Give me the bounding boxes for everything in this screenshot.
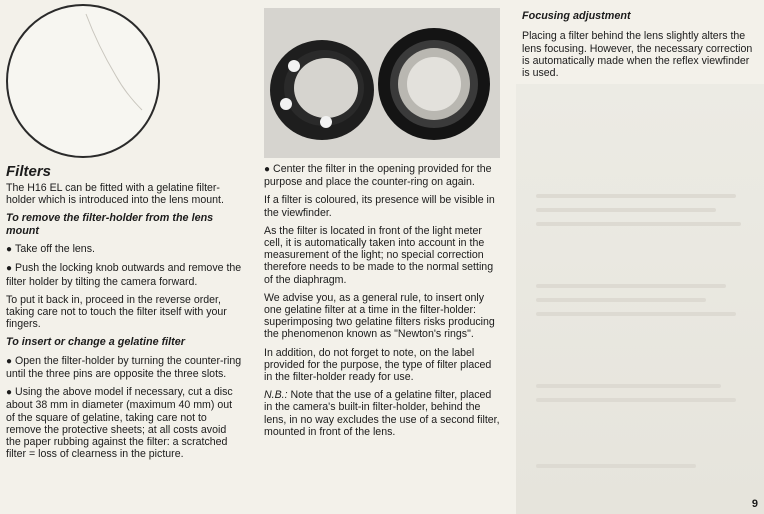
light-meter-text: As the filter is located in front of the light meter cell, it is automatically taken into account in the measurement of the light; no special correction therefore needs to be made to the normal setting of the diaphragm. <box>264 224 494 286</box>
focusing-column <box>522 10 758 85</box>
nb-label: N.B.: <box>264 389 288 402</box>
put-back-text: To put it back in, proceed in the reverse order, taking care not to touch the filter itself with your fingers. <box>6 293 227 331</box>
filters-intro: The H16 EL can be fitted with a gelatine filter-holder which is introduced into the lens mount. <box>6 182 224 207</box>
remove-step-2: ● Push the locking knob outwards and remove the filter holder by tilting the camera forward. <box>6 262 242 287</box>
remove-heading: To remove the filter-holder from the lens mount <box>6 212 214 237</box>
focusing-heading: Focusing adjustment <box>522 10 631 22</box>
nb-paragraph <box>264 389 500 438</box>
bleed-through-area <box>516 84 764 514</box>
coloured-filter-text: If a filter is coloured, its presence will be visible in the viewfinder. <box>264 194 495 219</box>
scratch-line-illustration <box>8 6 158 156</box>
filters-title: Filters <box>6 163 52 180</box>
filter-holder-photo <box>264 8 500 158</box>
remove-step-1: ● Take off the lens. <box>6 243 242 256</box>
filter-disc-template <box>6 4 160 158</box>
filters-column <box>6 163 242 466</box>
label-note-text: In addition, do not forget to note, on the label provided for the purpose, the type of filter placed in the filter-holder ready for use. <box>264 346 492 384</box>
insert-heading: To insert or change a gelatine filter <box>6 336 185 349</box>
insert-step-1: ● Open the filter-holder by turning the counter-ring until the three pins are opposite the three slots. <box>6 355 242 380</box>
center-filter-text: ● Center the filter in the opening provided for the purpose and place the counter-ring on again. <box>264 163 500 188</box>
middle-column <box>264 163 500 444</box>
focusing-text: Placing a filter behind the lens slightly alters the lens focusing. However, the necessary correction is automatically made when the reflex viewfinder is used. <box>522 30 753 80</box>
nb-text: Note that the use of a gelatine filter, placed in the camera's built-in filter-holder, behind the lens, in no way excludes the use of a second filter, mounted in front of the lens. <box>264 389 500 438</box>
insert-step-2: ● Using the above model if necessary, cut a disc about 38 mm in diameter (maximum 40 mm) out of the square of gelatine, taking care not to remove the protective sheets; at all costs avoid the paper rubbing against the filter: a scratched filter = loss of clearness in the picture. <box>6 386 242 460</box>
filter-holder-ring-illustration <box>378 28 490 140</box>
counter-ring-illustration <box>270 40 374 140</box>
page-number: 9 <box>751 498 758 510</box>
advice-text: We advise you, as a general rule, to insert only one gelatine filter at a time in the filter-holder: superimposing two gelatine filters risks producing the phenomenon known as "Newton's rings". <box>264 291 495 341</box>
